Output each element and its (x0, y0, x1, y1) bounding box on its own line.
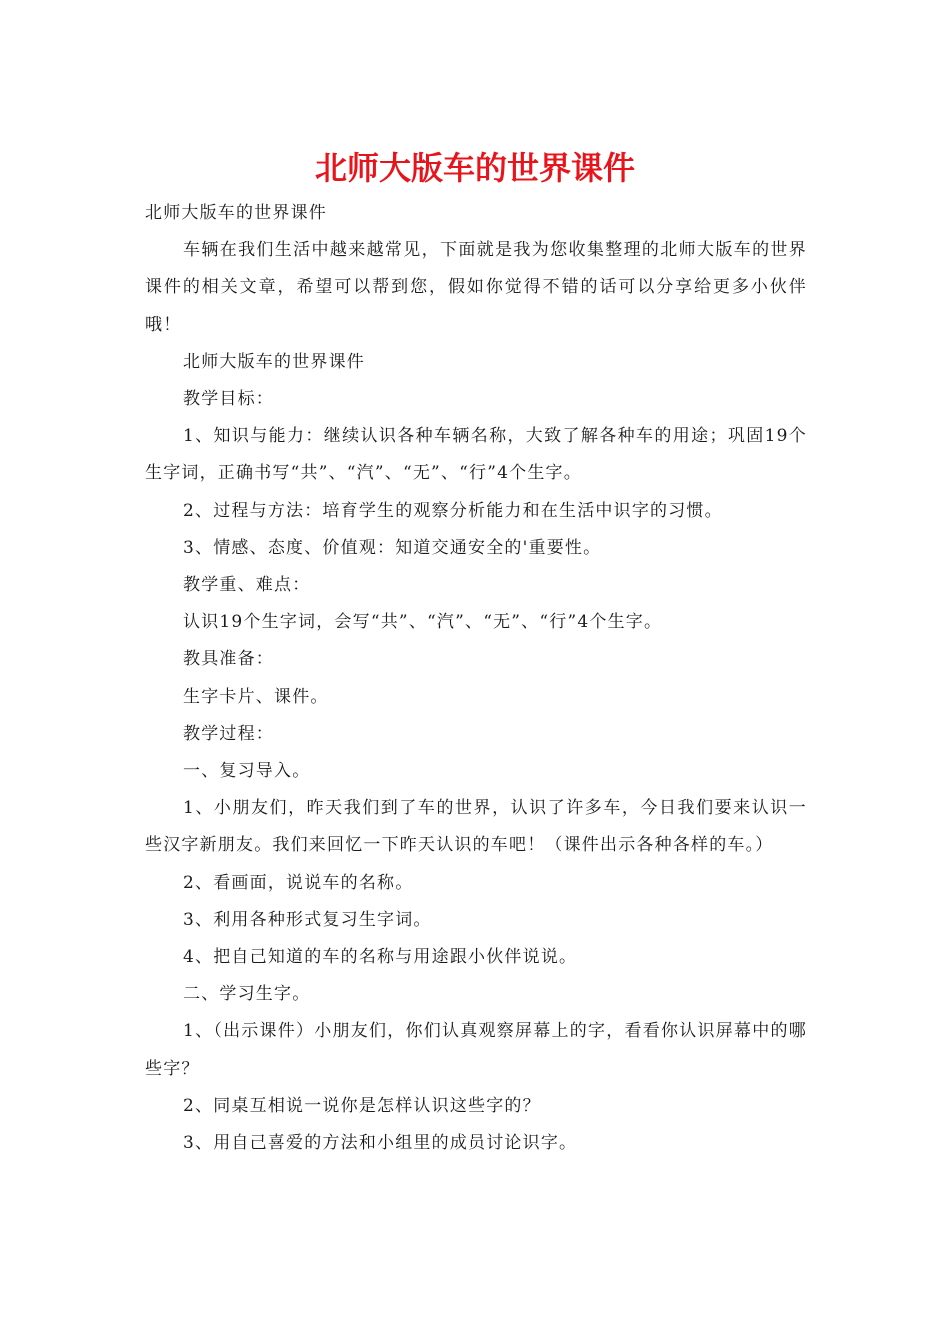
paragraph: 3、情感、态度、价值观：知道交通安全的'重要性。 (183, 537, 602, 558)
paragraph: 认识19个生字词，会写“共”、“汽”、“无”、“行”4个生字。 (183, 612, 663, 633)
paragraph: 车辆在我们生活中越来越常见，下面就是我为您收集整理的北师大版车的世界课件的相关文章，希望可以帮到您，假如你觉得不错的话可以分享给更多小伙伴哦！ (145, 240, 807, 335)
paragraph: 3、利用各种形式复习生字词。 (183, 909, 432, 930)
paragraph: 教学过程： (183, 723, 274, 744)
paragraph: 教学目标： (183, 389, 274, 410)
paragraph: 教具准备： (183, 649, 274, 670)
paragraph: 1、小朋友们，昨天我们到了车的世界，认识了许多车，今日我们要来认识一些汉字新朋友。我们来回忆一下昨天认识的车吧！（课件出示各种各样的车。） (145, 798, 807, 856)
document-body (145, 195, 807, 1162)
paragraph: 北师大版车的世界课件 (183, 351, 365, 372)
document-title: 北师大版车的世界课件 (314, 149, 635, 187)
paragraph: 1、（出示课件）小朋友们，你们认真观察屏幕上的字，看看你认识屏幕中的哪些字？ (145, 1021, 807, 1079)
paragraph: 教学重、难点： (183, 575, 311, 596)
paragraph: 二、学习生字。 (183, 984, 311, 1005)
paragraph: 1、知识与能力：继续认识各种车辆名称，大致了解各种车的用途；巩固19个生字词，正确书写“共”、“汽”、“无”、“行”4个生字。 (145, 426, 807, 484)
paragraph: 北师大版车的世界课件 (145, 203, 327, 223)
paragraph: 2、同桌互相说一说你是怎样认识这些字的？ (183, 1095, 541, 1116)
paragraph: 4、把自己知道的车的名称与用途跟小伙伴说说。 (183, 947, 578, 968)
paragraph: 一、复习导入。 (183, 761, 311, 782)
paragraph: 2、过程与方法：培育学生的观察分析能力和在生活中识字的习惯。 (183, 500, 723, 521)
paragraph: 2、看画面，说说车的名称。 (183, 872, 414, 893)
paragraph: 3、用自己喜爱的方法和小组里的成员讨论识字。 (183, 1133, 578, 1154)
paragraph: 生字卡片、课件。 (183, 686, 329, 707)
